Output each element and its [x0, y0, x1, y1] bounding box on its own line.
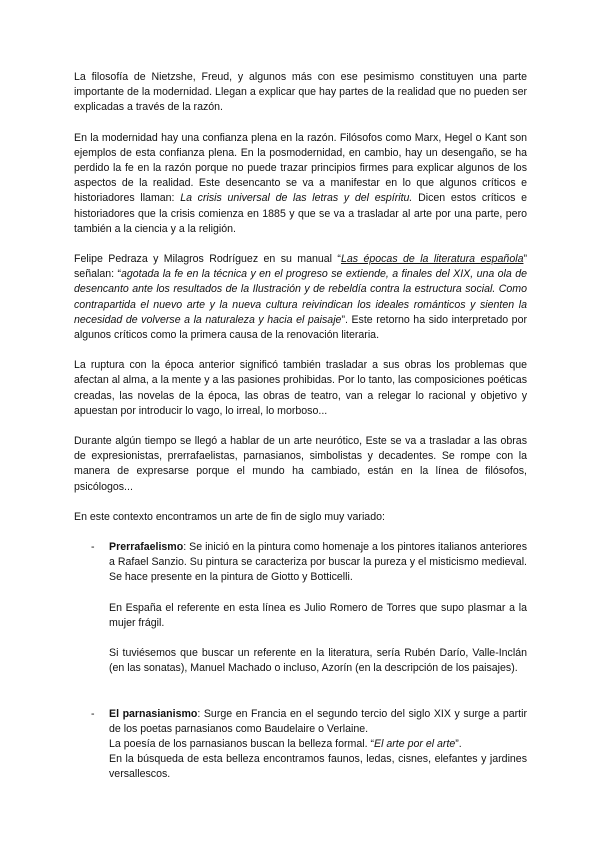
paragraph-arte-neurotico: Durante algún tiempo se llegó a hablar de un arte neurótico, Este se va a trasladar a las obras de expresionistas, prerrafaelistas, parnasianos, simbolistas y decadentes. Se rompe con la manera de expresarse porque el mundo ha cambiado, están en la línea de filósofos, psicólogos... — [74, 435, 527, 493]
paragraph-pedraza-senalan: ” señalan: “ — [74, 253, 527, 281]
arte-por-el-arte: El arte por el arte — [374, 737, 456, 750]
crisis-universal-phrase: La crisis universal de las letras y del espíritu. — [180, 192, 413, 205]
parnasianismo-line2-end: ”. — [455, 737, 462, 750]
parnasianismo-description — [109, 707, 527, 737]
parnasianismo-busqueda: En la búsqueda de esta belleza encontramos faunos, ledas, cisnes, elefantes y jardines versallescos. — [109, 753, 527, 781]
parnasianismo-line2: La poesía de los parnasianos buscan la belleza formal. “ — [109, 737, 375, 750]
paragraph-pedraza-end: ”. Este retorno ha sido interpretado por algunos críticos como la primera causa de la renovación literaria. — [74, 313, 527, 342]
prerrafaelismo-text: : Se inició en la pintura como homenaje a los pintores italianos anteriores a Rafael Sanzio. Su pintura se caracteriza por buscar la pureza y el misticismo medieval. Se hace presente en la pintura de Giotto y Botticelli. — [109, 541, 527, 584]
document-page — [74, 70, 527, 783]
prerrafaelismo-espana: En España el referente en esta línea es Julio Romero de Torres que supo plasmar a la mujer frágil. — [109, 601, 527, 629]
parnasianismo-belleza-formal — [109, 737, 527, 752]
paragraph-pedraza-intro: Felipe Pedraza y Milagros Rodríguez en su manual “ — [74, 253, 341, 266]
prerrafaelismo-literatura: Si tuviésemos que buscar un referente en la literatura, sería Rubén Darío, Valle-Inclán (en las sonatas), Manuel Machado o incluso, Azorín (en la descripción de los paisajes). — [109, 647, 527, 675]
paragraph-pedraza — [74, 252, 527, 343]
paragraph-modernidad-text: En la modernidad hay una confianza plena en la razón. Filósofos como Marx, Hegel o Kant son ejemplos de esta confianza plena. En la posmodernidad, en cambio, hay un desengaño, se ha perdido la fe en la razón porque no puede trazar principios firmes para explicar algunos de los aspectos de la realidad. Este desencanto se va a manifestar en lo que algunos críticos e historiadores llaman: — [74, 131, 527, 205]
bullet-dash: - — [91, 541, 95, 554]
paragraph-modernidad — [74, 131, 527, 237]
parnasianismo-text: : Surge en Francia en el segundo tercio del siglo XIX y surge a partir de los poetas parnasianos como Baudelaire o Verlaine. — [109, 707, 527, 735]
bullet-dash: - — [91, 707, 95, 720]
paragraph-nietzsche: La filosofía de Nietzshe, Freud, y algunos más con ese pesimismo constituyen una parte importante de la modernidad. Llegan a explicar que hay partes de la realidad que no pueden ser explicadas a través de la razón. — [74, 71, 527, 114]
book-title: Las épocas de la literatura española — [340, 253, 524, 266]
paragraph-ruptura: La ruptura con la época anterior significó también trasladar a sus obras los problemas que afectan al alma, a la mente y a las pasiones prohibidas. Por lo tanto, las composiciones poéticas creadas, las novelas de la época, las obras de teatro, van a relegar lo racional y objetivo y apuestan por introducir lo vago, lo irreal, lo morboso... — [74, 359, 527, 417]
paragraph-modernidad-text-end: Dicen estos críticos e historiadores que la crisis comienza en 1885 y que se va a trasladar al arte por una parte, pero también a la ciencia y a la religión. — [74, 192, 528, 235]
parnasianismo-term: El parnasianismo — [109, 707, 198, 720]
list-item-parnasianismo — [74, 707, 527, 783]
prerrafaelismo-description — [109, 540, 527, 586]
paragraph-contexto: En este contexto encontramos un arte de fin de siglo muy variado: — [74, 510, 385, 523]
list-item-prerrafaelismo — [74, 540, 527, 676]
prerrafaelismo-term: Prerrafaelismo — [109, 541, 184, 554]
quote-text: agotada la fe en la técnica y en el progreso se extiende, a finales del XIX, una ola de desencanto ante los resultados de la Ilustración y de rebeldía contra la estructura social. Como contrapartida el nuevo arte y la nueva cultura reivindican los ideales románticos y sienten la necesidad de volverse a la naturaleza y hacia el paisaje — [74, 268, 527, 326]
